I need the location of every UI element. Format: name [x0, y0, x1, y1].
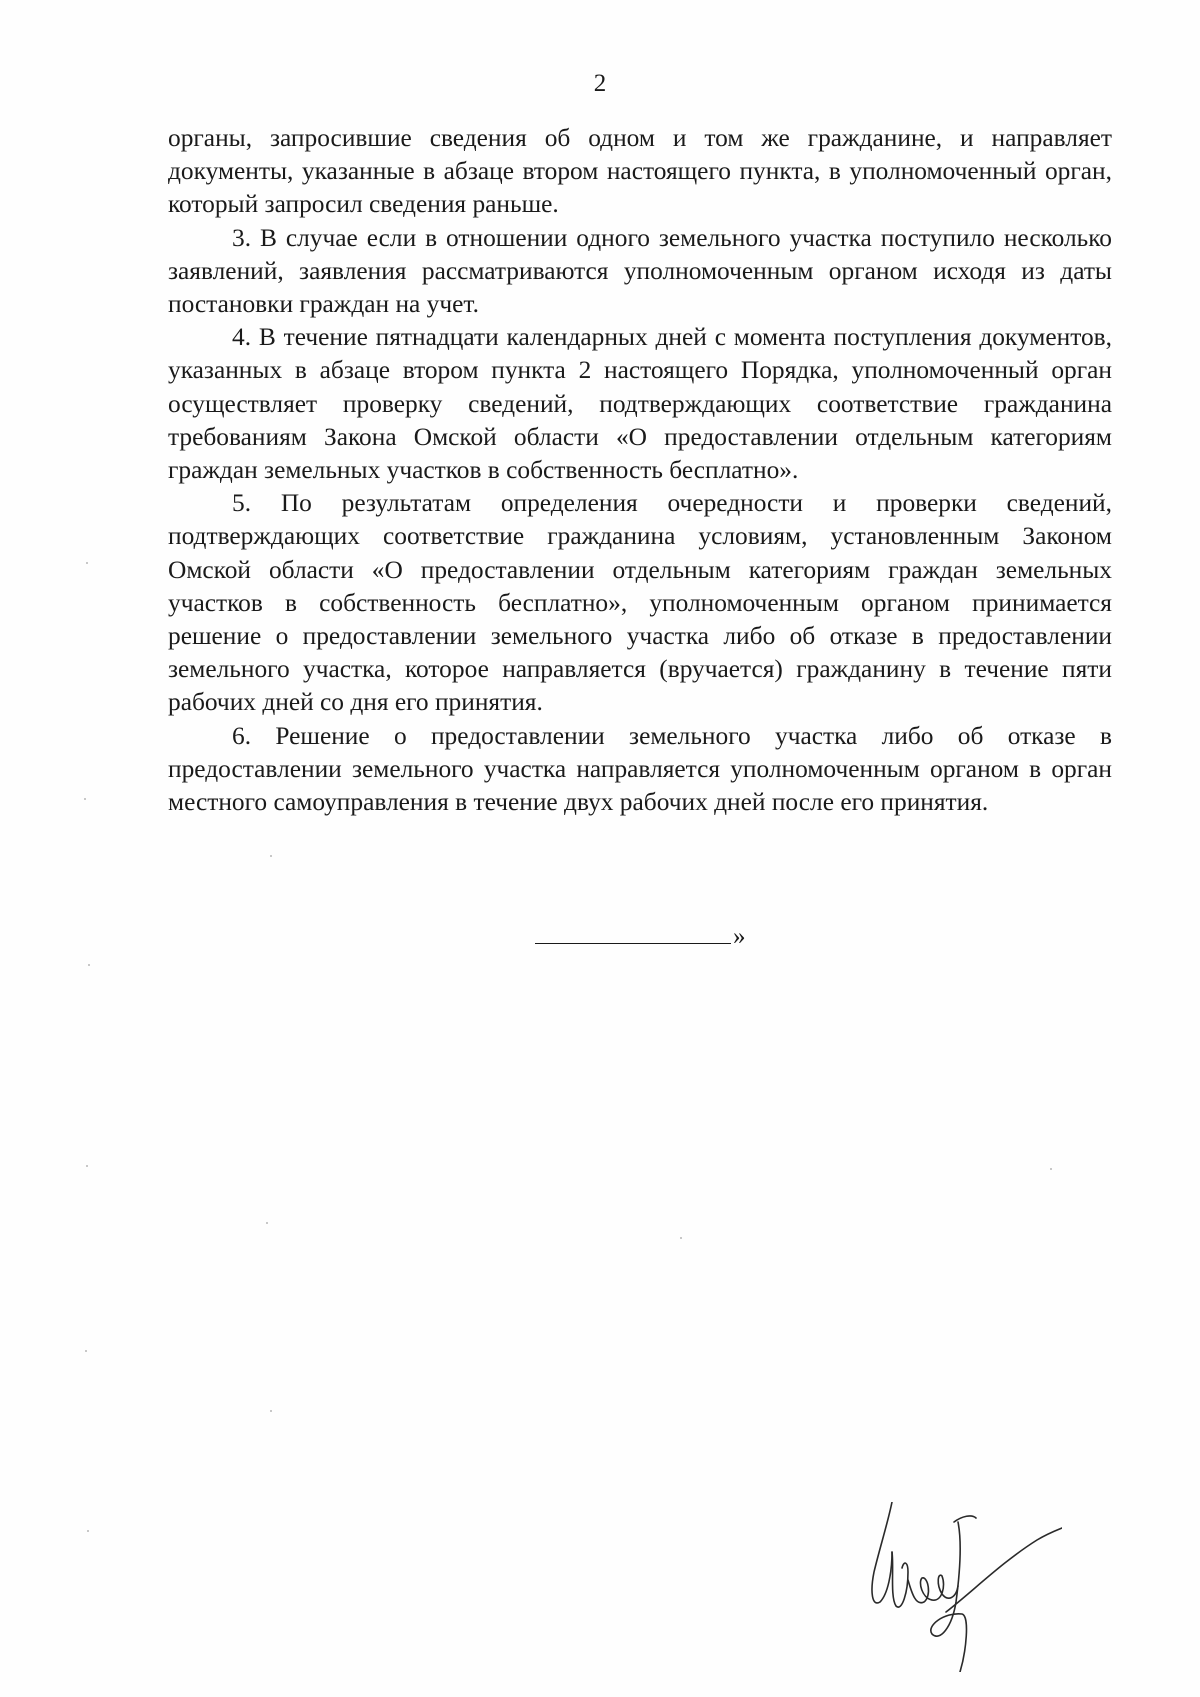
paragraph-item-6: 6. Решение о предоставлении земельного участка либо об отказе в предоставлении земельного участка направляется уполномоченным органом в орган местного самоуправления в течение двух рабочих дней после его принятия.: [168, 721, 1112, 817]
scan-speck: [1050, 1168, 1052, 1170]
scan-speck: [88, 964, 90, 966]
closing-line: [535, 915, 755, 949]
scan-speck: [266, 1222, 268, 1224]
scan-speck: [86, 1165, 88, 1167]
scan-speck: [85, 1350, 87, 1352]
paragraph-continuation: органы, запросившие сведения об одном и том же гражданине, и направляет документы, указанные в абзаце втором настоящего пункта, в уполномоченный орган, который запросил сведения раньше.: [168, 124, 1112, 219]
scan-speck: [680, 1237, 682, 1239]
handwritten-signature: [862, 1502, 1062, 1672]
closing-rule: [535, 943, 731, 944]
scan-speck: [270, 855, 272, 857]
paragraph-item-5: 5. По результатам определения очередности и проверки сведений, подтверждающих соответствие гражданина условиям, установленным Законом Омской области «О предоставлении отдельным категориям граждан земельных участков в собственность бесплатно», уполномоченным органом принимается решение о предоставлении земельного участка либо об отказе в предоставлении земельного участка, которое направляется (вручается) гражданину в течение пяти рабочих дней со дня его принятия.: [168, 489, 1112, 717]
paragraph-item-3: 3. В случае если в отношении одного земельного участка поступило несколько заявлений, заявления рассматриваются уполномоченным органом исходя из даты постановки граждан на учет.: [168, 223, 1112, 319]
paragraph-item-4: 4. В течение пятнадцати календарных дней с момента поступления документов, указанных в абзаце втором пункта 2 настоящего Порядка, уполномоченный орган осуществляет проверку сведений, подтверждающих соответствие гражданина требованиям Закона Омской области «О предоставлении отдельным категориям граждан земельных участков в собственность бесплатно».: [168, 323, 1112, 485]
scan-speck: [86, 562, 88, 564]
scan-speck: [87, 1530, 89, 1532]
scan-speck: [84, 798, 86, 800]
page-number: 2: [593, 70, 607, 97]
closing-quote-mark: »: [733, 923, 746, 950]
scan-speck: [270, 1410, 272, 1412]
document-body: [168, 122, 1112, 819]
